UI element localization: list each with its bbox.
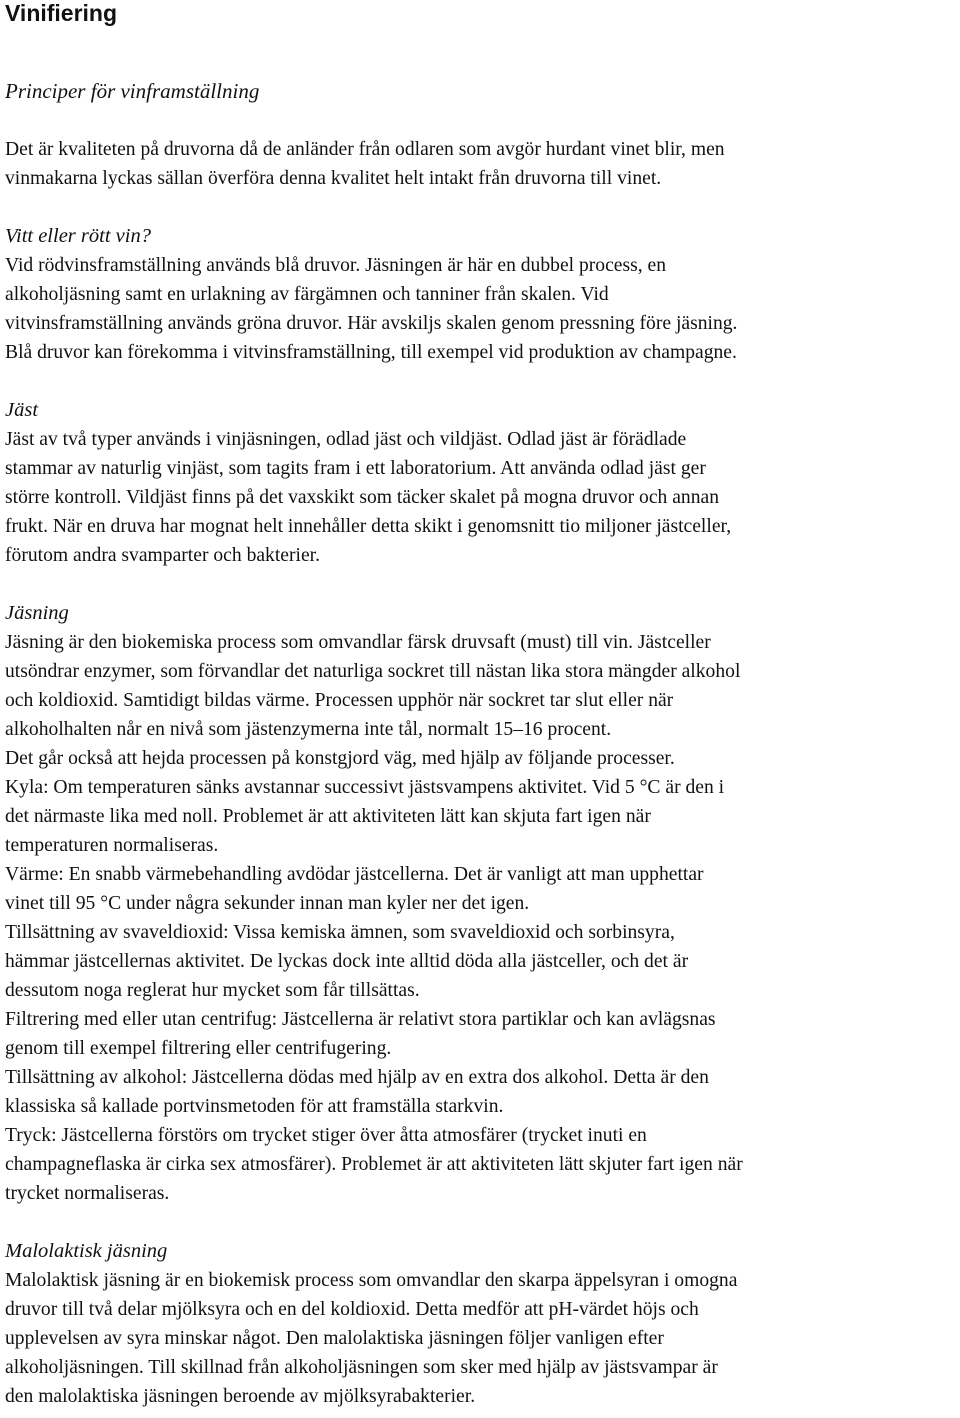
body-line: frukt. När en druva har mognat helt innehåller detta skikt i genomsnitt tio miljoner jästceller,: [5, 516, 732, 537]
body-line: stammar av naturlig vinjäst, som tagits fram i ett laboratorium. Att använda odlad jäst ger: [5, 458, 706, 479]
body-line: Jäst av två typer används i vinjäsningen, odlad jäst och vildjäst. Odlad jäst är förädlade: [5, 429, 687, 450]
body-line: det närmaste lika med noll. Problemet är att aktiviteten lätt kan skjuta fart igen när: [5, 806, 651, 827]
section-body: [5, 425, 960, 570]
section-body: [5, 628, 960, 1208]
body-line: Malolaktisk jäsning är en biokemisk process som omvandlar den skarpa äppelsyran i omogna: [5, 1270, 738, 1291]
section-heading: Jäst: [5, 399, 39, 421]
document-subtitle: Principer för vinframställning: [5, 79, 260, 103]
body-line: vitvinsframställning används gröna druvor. Här avskiljs skalen genom pressning före jäsning.: [5, 313, 738, 334]
body-line: temperaturen normaliseras.: [5, 835, 219, 856]
body-line: hämmar jästcellernas aktivitet. De lyckas dock inte alltid döda alla jästceller, och det är: [5, 951, 689, 972]
section-vitt-eller-rott: [5, 222, 960, 367]
body-line: klassiska så kallade portvinsmetoden för att framställa starkvin.: [5, 1096, 504, 1117]
section-body: [5, 1266, 960, 1411]
body-line: och koldioxid. Samtidigt bildas värme. Processen upphör när sockret tar slut eller när: [5, 690, 674, 711]
body-line: Det går också att hejda processen på konstgjord väg, med hjälp av följande processer.: [5, 748, 675, 769]
body-line: den malolaktiska jäsningen beroende av mjölksyrabakterier.: [5, 1386, 476, 1407]
body-line: Tillsättning av alkohol: Jästcellerna dödas med hjälp av en extra dos alkohol. Detta är den: [5, 1067, 709, 1088]
section-heading: Vitt eller rött vin?: [5, 225, 151, 247]
section-heading: Jäsning: [5, 602, 69, 624]
intro-line: Det är kvaliteten på druvorna då de anländer från odlaren som avgör hurdant vinet blir, men: [5, 139, 725, 160]
body-line: alkoholjäsning samt en urlakning av färgämnen och tanniner från skalen. Vid: [5, 284, 609, 305]
body-line: champagneflaska är cirka sex atmosfärer). Problemet är att aktiviteten lätt skjuter fart igen när: [5, 1154, 743, 1175]
document-title: Vinifiering: [5, 0, 118, 26]
section-jasning: [5, 599, 960, 1208]
body-line: vinet till 95 °C under några sekunder innan man kyler ner det igen.: [5, 893, 530, 914]
body-line: Kyla: Om temperaturen sänks avstannar successivt jästsvampens aktivitet. Vid 5 °C är den i: [5, 777, 725, 798]
intro-paragraph: [5, 135, 960, 193]
section-jast: [5, 396, 960, 570]
body-line: Tillsättning av svaveldioxid: Vissa kemiska ämnen, som svaveldioxid och sorbinsyra,: [5, 922, 675, 943]
section-body: [5, 251, 960, 367]
body-line: Värme: En snabb värmebehandling avdödar jästcellerna. Det är vanligt att man upphettar: [5, 864, 704, 885]
body-line: genom till exempel filtrering eller centrifugering.: [5, 1038, 392, 1059]
body-line: större kontroll. Vildjäst finns på det vaxskikt som täcker skalet på mogna druvor och annan: [5, 487, 720, 508]
body-line: utsöndrar enzymer, som förvandlar det naturliga sockret till nästan lika stora mängder alkohol: [5, 661, 741, 682]
body-line: alkoholhalten når en nivå som jästenzymerna inte tål, normalt 15–16 procent.: [5, 719, 612, 740]
intro-line: vinmakarna lyckas sällan överföra denna kvalitet helt intakt från druvorna till vinet.: [5, 168, 662, 189]
body-line: druvor till två delar mjölksyra och en del koldioxid. Detta medför att pH-värdet höjs och: [5, 1299, 699, 1320]
body-line: Filtrering med eller utan centrifug: Jästcellerna är relativt stora partiklar och kan avlägsnas: [5, 1009, 716, 1030]
body-line: upplevelsen av syra minskar något. Den malolaktiska jäsningen följer vanligen efter: [5, 1328, 664, 1349]
body-line: Jäsning är den biokemiska process som omvandlar färsk druvsaft (must) till vin. Jästceller: [5, 632, 711, 653]
body-line: Vid rödvinsframställning används blå druvor. Jäsningen är här en dubbel process, en: [5, 255, 667, 276]
body-line: dessutom noga reglerat hur mycket som får tillsättas.: [5, 980, 420, 1001]
section-malolaktisk-jasning: [5, 1237, 960, 1411]
section-heading: Malolaktisk jäsning: [5, 1240, 168, 1262]
body-line: trycket normaliseras.: [5, 1183, 170, 1204]
body-line: alkoholjäsningen. Till skillnad från alkoholjäsningen som sker med hjälp av jästsvampar är: [5, 1357, 718, 1378]
body-line: Tryck: Jästcellerna förstörs om trycket stiger över åtta atmosfärer (trycket inuti en: [5, 1125, 647, 1146]
body-line: Blå druvor kan förekomma i vitvinsframställning, till exempel vid produktion av champagne.: [5, 342, 737, 363]
body-line: förutom andra svamparter och bakterier.: [5, 545, 321, 566]
